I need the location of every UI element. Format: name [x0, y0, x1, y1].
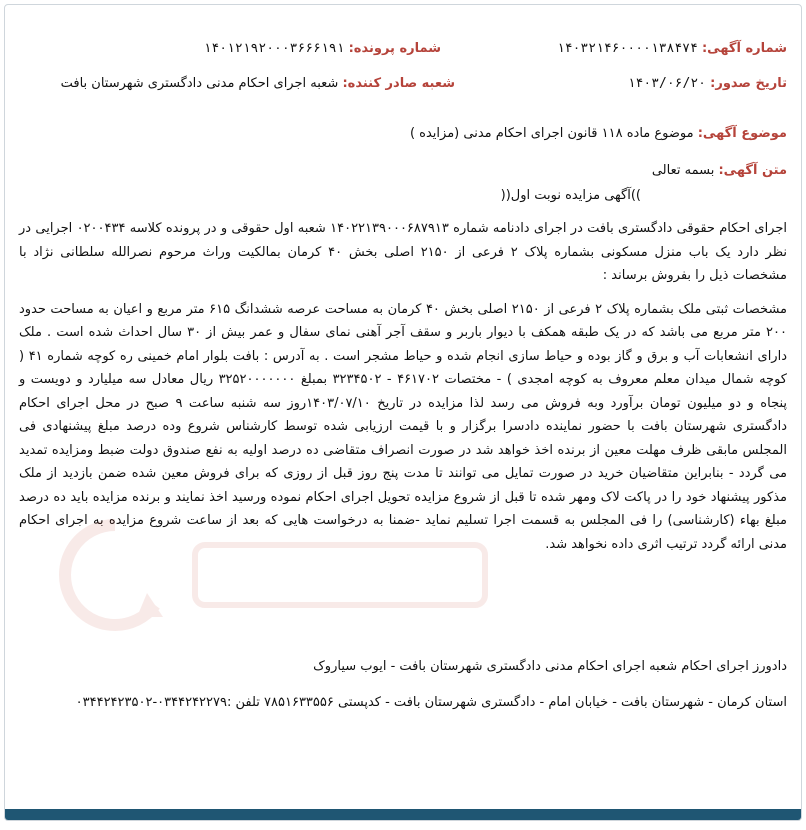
salutation: بسمه تعالی [651, 163, 715, 178]
notice-heading: ))آگهی مزایده نوبت اول(( [500, 188, 641, 203]
notice-body [19, 217, 787, 566]
subject-row [410, 126, 787, 141]
ad-document [4, 4, 802, 821]
issue-date-label: تاریخ صدور: [710, 76, 787, 91]
address-line: استان کرمان - شهرستان بافت - خیابان امام - دادگستری شهرستان بافت - کدپستی ۷۸۵۱۶۳۳۵۵۶ تلفن :۰۳۴۴۲۴۲۲۷۹-۰۳۴۴۲۴۲۳۵۰۲ [75, 695, 787, 710]
paragraph-details: مشخصات ثبتی ملک بشماره پلاک ۲ فرعی از ۲۱۵۰ اصلی بخش ۴۰ کرمان به مساحت عرصه ششدانگ ۶۱۵ متر مربع و اعیان به مساحت حدود ۲۰۰ متر مربع می باشد که در یک طبقه همکف با دیوار باربر و سقف آجر آهنی نمای سفال و عمر بیش از ۳۰ سال احداث شده است . ملک دارای انشعابات آب و برق و گاز بوده و حیاط سازی انجام شده و حیاط مشجر است . به آدرس : بافت بلوار امام خمینی ره کوچه شماره ۴۱ ( کوچه شمال میدان معلم معروف به کوچه امجدی ) - مختصات ۴۶۱۷۰۲ - ۳۲۳۴۵۰۲ بمبلغ ۳۲۵۲۰۰۰۰۰۰۰ ریال معادل سه میلیارد و دویست و پنجاه و دو میلیون تومان برآورد وبه فروش می رسد لذا مزایده در تاریخ ۱۴۰۳/۰۷/۱۰روز سه شنبه ساعت ۹ صبح در محل اجرای احکام دادگستری شهرستان بافت با حضور نماینده دادسرا برگزار و با قیمت ارزیابی شده توسط کارشناس شروع وده درصد مبلغ پیشنهادی فی المجلس مابقی ظرف مهلت معین از برنده اخذ خواهد شد در صورت انصراف متقاضی ده درصد اولیه به نفع صندوق دولت ضبط ومزایده تمدید می گردد - بنابراین متقاضیان خرید در صورت تمایل می توانند تا مدت پنج روز قبل از روزی که برای فروش معین شده ضمن بازدید از ملک مذکور پیشنهاد خود را در پاکت لاک ومهر شده تا قبل از شروع مزایده تحویل اجرای احکام نموده ورسید اخذ نمایند و برنده مزایده باید ده درصد مبلغ بهاء (کارشناسی) را فی المجلس به قسمت اجرا تسلیم نماید -ضمنا به درخواست هایی که بعد از ساعت شروع مزایده به اجرای احکام مدنی ارائه گردد ترتیب اثری داده نخواهد شد. [19, 301, 787, 552]
subject-text: موضوع ماده ۱۱۸ قانون اجرای احکام مدنی (مزایده ) [409, 126, 694, 141]
signer-line: دادورز اجرای احکام شعبه اجرای احکام مدنی دادگستری شهرستان بافت - ایوب سیاروک [313, 659, 787, 674]
issuer-value: شعبه اجرای احکام مدنی دادگستری شهرستان بافت [60, 76, 339, 91]
signature-block [19, 655, 787, 727]
issuer-label: شعبه صادر کننده: [342, 76, 455, 91]
file-number-row [204, 41, 441, 56]
file-number-value: ۱۴۰۱۲۱۹۲۰۰۰۳۶۶۶۱۹۱ [203, 41, 345, 56]
body-label: متن آگهی: [718, 163, 787, 178]
file-number-label: شماره پرونده: [348, 41, 441, 56]
ad-number-value: ۱۴۰۳۲۱۴۶۰۰۰۰۱۳۸۴۷۴ [556, 41, 698, 56]
footer-bar [5, 809, 801, 820]
ad-number-row [557, 41, 787, 56]
body-label-row [652, 163, 787, 178]
issue-date-value: ۱۴۰۳/۰۶/۲۰ [627, 76, 706, 91]
subject-label: موضوع آگهی: [697, 126, 787, 141]
issue-date-row [628, 76, 787, 91]
issuer-row [61, 76, 455, 91]
ad-number-label: شماره آگهی: [701, 41, 787, 56]
paragraph-intro: اجرای احکام حقوقی دادگستری بافت در اجرای دادنامه شماره ۱۴۰۲۲۱۳۹۰۰۰۶۸۷۹۱۳ شعبه اول حقوقی و در پرونده کلاسه ۰۲۰۰۴۳۴ اجرایی در نظر دارد یک باب منزل مسکونی بشماره پلاک ۲ فرعی از ۲۱۵۰ اصلی بخش ۴۰ کرمان بمالکیت وراث مرحوم نصرالله سلطانی نژاد با مشخصات ذیل را بفروش برساند : [19, 221, 788, 283]
